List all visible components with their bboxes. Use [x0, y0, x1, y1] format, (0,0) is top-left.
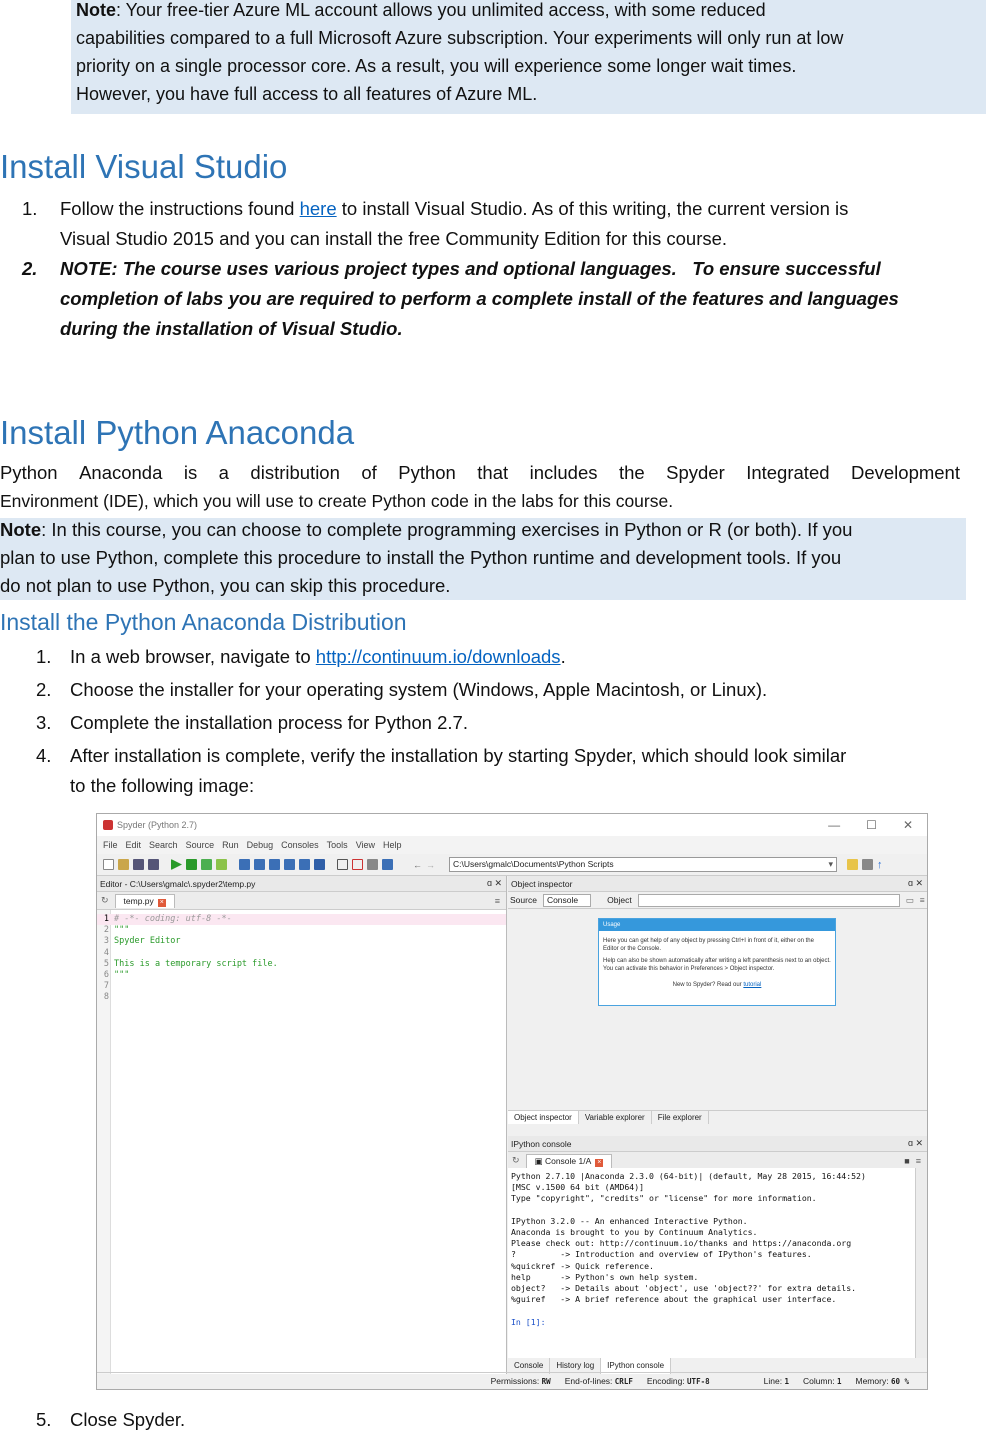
anaconda-intro: Python Anaconda is a distribution of Python that includes the Spyder Integrated Development Environment (IDE), which you will use to create Python code in the labs for this course.: [0, 458, 960, 516]
menu-search[interactable]: Search: [149, 840, 178, 850]
close-console-icon[interactable]: ×: [597, 1158, 602, 1166]
save-icon[interactable]: [133, 859, 144, 870]
step-icon[interactable]: [254, 859, 265, 870]
intro-word: Python: [0, 462, 58, 483]
run-cell-advance-icon[interactable]: [216, 859, 227, 870]
editor-pane: [97, 876, 507, 1374]
console-line: Anaconda is brought to you by Continuum Analytics.: [511, 1227, 758, 1237]
console-output[interactable]: [508, 1168, 915, 1358]
right-panes: [508, 876, 927, 1374]
tutorial-link[interactable]: tutorial: [743, 982, 762, 988]
tab-console-1a[interactable]: ▣ Console 1/A ×: [526, 1154, 613, 1168]
parent-directory-icon[interactable]: ↑: [877, 858, 883, 871]
fullscreen-icon[interactable]: [352, 859, 363, 870]
save-all-icon[interactable]: [148, 859, 159, 870]
object-inspector-tabs: [508, 1110, 927, 1124]
usage-title: Usage: [599, 919, 835, 931]
spyder-screenshot: [96, 813, 928, 1390]
object-label: Object: [607, 895, 632, 905]
minimize-icon[interactable]: —: [828, 818, 841, 832]
new-file-icon[interactable]: [103, 859, 114, 870]
intro-word: is: [183, 462, 198, 483]
intro-word: Anaconda: [79, 462, 163, 483]
menu-tools[interactable]: Tools: [326, 840, 348, 850]
code-editor[interactable]: [97, 910, 506, 1374]
intro-word: distribution: [250, 462, 340, 483]
tab-file-explorer[interactable]: File explorer: [652, 1111, 709, 1124]
tab-variable-explorer[interactable]: Variable explorer: [579, 1111, 652, 1124]
usage-text-1: Here you can get help of any object by pressing Ctrl+I in front of it, either on the Editor or the Console.: [603, 938, 814, 952]
step-return-icon[interactable]: [284, 859, 295, 870]
browse-folder-icon[interactable]: [847, 859, 858, 870]
ipython-console-pane: [508, 1136, 927, 1374]
code-line: 3 Spyder Editor: [103, 936, 181, 947]
console-line: Python 2.7.10 |Anaconda 2.3.0 (64-bit)| (default, May 28 2015, 16:44:52): [511, 1171, 866, 1181]
code-line: 8: [103, 992, 109, 1003]
close-tab-icon[interactable]: ×: [159, 898, 164, 906]
status-bar: [97, 1372, 927, 1389]
intro-word: includes: [529, 462, 598, 483]
menu-edit[interactable]: Edit: [125, 840, 142, 850]
spyder-toolbar: [97, 854, 927, 876]
lock-icon[interactable]: ▭: [905, 894, 914, 905]
anaconda-steps: [36, 642, 986, 801]
here-link[interactable]: here: [299, 198, 337, 219]
run-cell-icon[interactable]: [201, 859, 212, 870]
menu-run[interactable]: Run: [222, 840, 239, 850]
intro-word: a: [218, 462, 229, 483]
console-line: Please check out: http://continuum.io/thanks and https://anaconda.org: [511, 1238, 852, 1249]
step-5: 5. Close Spyder.: [36, 1409, 186, 1430]
menu-file[interactable]: File: [103, 840, 118, 850]
vs-step-2: 2. NOTE: The course uses various project types and optional languages. To ensure successful completion of labs you are required to perform a complete install of the features and languages during the installation of Visual Studio.: [22, 258, 899, 339]
top-note: Note: Your free-tier Azure ML account allows you unlimited access, with some reduced capabilities compared to a full Microsoft Azure subscription. Your experiments will only run at low priority on a single processor core. As a result, you will experience some longer wait times. However, you have full access to all features of Azure ML.: [76, 0, 844, 104]
subheading-install-distribution: Install the Python Anaconda Distribution: [0, 609, 407, 635]
close-icon[interactable]: ✕: [902, 818, 913, 832]
tab-history-log[interactable]: History log: [550, 1358, 601, 1374]
step-3: 3. Complete the installation process for Python 2.7.: [36, 712, 468, 733]
console-line: help -> Python's own help system.: [511, 1271, 699, 1282]
intro-word: Development: [850, 462, 960, 483]
step-2: 2. Choose the installer for your operating system (Windows, Apple Macintosh, or Linux).: [36, 679, 768, 700]
menu-debug[interactable]: Debug: [246, 840, 274, 850]
source-combo[interactable]: Console: [543, 894, 591, 907]
spyder-menubar: [97, 836, 927, 854]
console-options-icon[interactable]: ≡: [915, 1155, 921, 1166]
console-icon: ▣: [534, 1155, 545, 1166]
console-browse-icon[interactable]: ↻: [512, 1155, 520, 1165]
note-label: Note: [76, 0, 116, 20]
oi-controls-icon[interactable]: ɑ ✕: [907, 878, 923, 888]
run-selection-icon[interactable]: [186, 859, 197, 870]
open-icon[interactable]: [118, 859, 129, 870]
spyder-app-icon: [103, 820, 113, 830]
continuum-downloads-link[interactable]: http://continuum.io/downloads: [315, 646, 561, 667]
anaconda-note: Note: In this course, you can choose to complete programming exercises in Python or R (or both). If you plan to use Python, complete this procedure to install the Python runtime and development tools. If you do not plan to use Python, you can skip this procedure.: [0, 519, 853, 596]
console-line: [511, 1305, 912, 1316]
console-title-bar: IPython console ɑ ✕: [508, 1136, 927, 1152]
heading-install-visual-studio: Install Visual Studio: [0, 148, 288, 185]
source-label: Source: [510, 895, 537, 905]
menu-help[interactable]: Help: [383, 840, 402, 850]
code-line: 4: [103, 947, 109, 958]
console-line: [511, 1205, 912, 1216]
intro-word: Python: [398, 462, 456, 483]
browse-tabs-icon[interactable]: ↻: [101, 895, 109, 905]
editor-tabs: [97, 892, 506, 910]
status-permissions: Permissions: RW: [490, 1376, 551, 1386]
console-line: %guiref -> A brief reference about the graphical user interface.: [511, 1294, 837, 1305]
stop-kernel-icon[interactable]: ■: [904, 1155, 910, 1166]
intro-word: Spyder: [666, 462, 725, 483]
code-line: 6 """: [103, 970, 130, 980]
oi-options-icon[interactable]: ≡: [919, 895, 925, 905]
object-inspector-toolbar: [508, 892, 927, 909]
code-line: 1 # -*- coding: utf-8 -*-: [97, 914, 506, 925]
pane-controls-icon[interactable]: ɑ ✕: [486, 878, 502, 888]
status-eol: End-of-lines: CRLF: [564, 1376, 633, 1386]
tab-ipython-console[interactable]: IPython console: [601, 1358, 671, 1374]
status-column: Column: 1: [802, 1376, 842, 1386]
set-directory-icon[interactable]: [862, 859, 873, 870]
anaconda-note-label: Note: [0, 519, 42, 540]
menu-view[interactable]: View: [355, 840, 376, 850]
python-path-icon[interactable]: [382, 859, 393, 870]
maximize-icon[interactable]: ☐: [866, 818, 877, 832]
status-memory: Memory: 60 %: [855, 1376, 909, 1386]
forward-arrow-icon[interactable]: →: [426, 859, 435, 870]
debug-icon[interactable]: [239, 859, 250, 870]
run-icon[interactable]: [171, 859, 182, 870]
tab-options-icon[interactable]: ≡: [494, 895, 500, 906]
console-prompt: In [1]:: [511, 1316, 546, 1327]
menu-consoles[interactable]: Consoles: [281, 840, 319, 850]
editor-title-bar: Editor - C:\Users\gmalc\.spyder2\temp.py ɑ ✕: [97, 876, 506, 892]
code-line: 5 This is a temporary script file.: [103, 958, 278, 969]
object-combo[interactable]: [638, 894, 900, 907]
back-arrow-icon[interactable]: ←: [413, 859, 422, 870]
usage-panel: Usage Here you can get help of any object by pressing Ctrl+I in front of it, either on the Editor or the Console. Help can also be shown automatically after writing a left parenthesis next to an object. You can activate this behavior in Preferences > Object inspector. New to Spyder? Read our tutorial: [598, 918, 836, 1006]
console-line: %quickref -> Quick reference.: [511, 1260, 654, 1271]
intro-word: the: [618, 462, 645, 483]
code-line: 2 """: [103, 925, 130, 936]
console-controls-icon[interactable]: ɑ ✕: [907, 1138, 923, 1148]
console-line: ? -> Introduction and overview of IPython's features.: [511, 1249, 812, 1260]
console-line: object? -> Details about 'object', use 'object??' for extra details.: [511, 1283, 857, 1294]
status-line: Line: 1: [763, 1376, 789, 1386]
tab-temp-py[interactable]: temp.py ×: [115, 894, 175, 908]
console-line: IPython 3.2.0 -- An enhanced Interactive Python.: [511, 1215, 748, 1226]
tab-console[interactable]: Console: [508, 1358, 550, 1374]
tab-object-inspector[interactable]: Object inspector: [508, 1111, 579, 1124]
console-scrollbar[interactable]: [915, 1168, 927, 1358]
working-directory-combo[interactable]: C:\Users\gmalc\Documents\Python Scripts ▾: [449, 857, 837, 872]
preferences-icon[interactable]: [367, 859, 378, 870]
status-encoding: Encoding: UTF-8: [646, 1376, 710, 1386]
console-line: [MSC v.1500 64 bit (AMD64)]: [511, 1182, 645, 1193]
vs-step-1: 1. Follow the instructions found here to install Visual Studio. As of this writing, the current version is Visual Studio 2015 and you can install the free Community Edition for this course.: [22, 198, 849, 249]
step-into-icon[interactable]: [269, 859, 280, 870]
intro-word: Integrated: [746, 462, 830, 483]
intro-word: of: [361, 462, 377, 483]
menu-source[interactable]: Source: [185, 840, 215, 850]
step-1: 1. In a web browser, navigate to http://continuum.io/downloads.: [36, 646, 566, 667]
spyder-titlebar: [97, 814, 927, 836]
code-line: 7: [103, 981, 109, 992]
intro-word: that: [477, 462, 509, 483]
object-inspector-title-bar: Object inspector ɑ ✕: [508, 876, 927, 892]
heading-install-python-anaconda: Install Python Anaconda: [0, 414, 355, 451]
maximize-pane-icon[interactable]: [337, 859, 348, 870]
continue-icon[interactable]: [299, 859, 310, 870]
stop-icon[interactable]: [314, 859, 325, 870]
step-4: 4. After installation is complete, verify the installation by starting Spyder, which should look similar to the following image:: [36, 745, 847, 796]
console-line: Type "copyright", "credits" or "license" for more information.: [511, 1193, 817, 1204]
spyder-title: Spyder (Python 2.7): [117, 820, 198, 830]
usage-text-2: Help can also be shown automatically after writing a left parenthesis next to an object. You can activate this behavior in Preferences > Object inspector.: [603, 958, 831, 972]
